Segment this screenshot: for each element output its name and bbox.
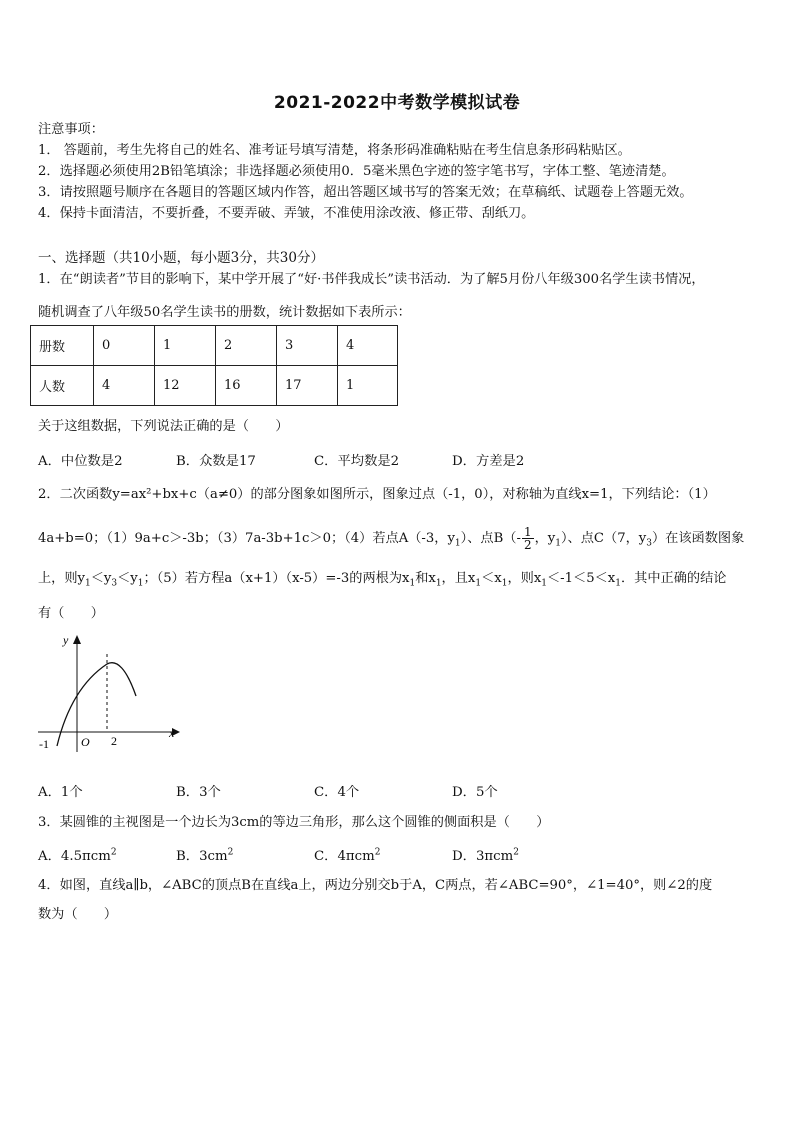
q2-text: ，则x [507,571,542,586]
two-label: 2 [111,734,117,748]
subscript: 1 [137,578,144,589]
superscript: 2 [110,847,117,858]
subscript: 1 [615,578,621,589]
q4-line2: 数为（ ） [38,907,118,922]
table-cell: 3 [277,326,338,366]
q1-option-d[interactable]: D．方差是2 [452,454,525,469]
option-text: D．3πcm [452,849,514,864]
superscript: 2 [374,847,381,858]
q2-line4: 有（ ） [38,606,104,621]
table-cell: 人数 [31,366,94,406]
q1-option-a[interactable]: A．中位数是2 [38,454,123,469]
subscript: 1 [475,578,482,589]
subscript: 1 [501,578,508,589]
superscript: 2 [227,847,234,858]
q2-option-b[interactable]: B．3个 [176,785,221,800]
subscript: 1 [85,578,91,589]
q2-line2 [38,526,744,555]
parabola-graph [34,628,184,758]
notice-item-2: 2．选择题必须使用2B铅笔填涂；非选择题必须使用0．5毫米黑色字迹的签字笔书写，字体工整、笔迹清楚。 [38,164,675,179]
q2-line1: 2．二次函数y=ax²+bx+c（a≠0）的部分图象如图所示，图象过点（-1，0），对称轴为直线x=1，下列结论：（1） [38,487,716,502]
neg-one-label: -1 [39,737,49,751]
option-text: C．4πcm [314,849,375,864]
y-axis-arrow [73,635,81,644]
subscript: 1 [541,578,547,589]
table-cell: 12 [155,366,216,406]
fraction [522,526,534,551]
q2-text: 上，则y [38,571,86,586]
q1-option-b[interactable]: B．众数是17 [176,454,256,469]
notice-heading: 注意事项： [38,122,104,137]
notice-item-3: 3．请按照题号顺序在各题目的答题区域内作答，超出答题区域书写的答案无效；在草稿纸、试题卷上答题无效。 [38,185,693,200]
table-cell: 4 [94,366,155,406]
table-cell: 册数 [31,326,94,366]
table-row [31,366,398,406]
q2-text: ．其中正确的结论 [620,571,727,586]
q2-text: ＜x [481,571,502,586]
option-text: A．4.5πcm [38,849,111,864]
q2-text: 4a+b=0；（1）9a+c＞-3b；（3）7a-3b+1c＞0；（4）若点A（-3，y [38,531,455,546]
q1-option-c[interactable]: C．平均数是2 [314,454,400,469]
notice-item-4: 4．保持卡面清洁，不要折叠，不要弄破、弄皱，不准使用涂改液、修正带、刮纸刀。 [38,206,535,221]
page-title: 2021-2022中考数学模拟试卷 [273,93,521,113]
y-axis-label: y [63,633,69,647]
q2-text: ；（5）若方程a（x+1）（x-5）=-3的两根为x [143,571,410,586]
q1-data-table [30,325,398,406]
q4-line1: 4．如图，直线a∥b，∠ABC的顶点B在直线a上，两边分别交b于A，C两点，若∠ABC=90°，∠1=40°，则∠2的度 [38,878,713,893]
q2-option-d[interactable]: D．5个 [452,785,498,800]
x-axis-label: x [169,726,175,740]
q2-text: ）、点C（7，y [560,531,647,546]
q2-line3 [38,570,726,593]
q1-question: 关于这组数据，下列说法正确的是（ ） [38,419,289,434]
q2-option-a[interactable]: A．1个 [38,785,83,800]
q1-line2: 随机调查了八年级50名学生读书的册数，统计数据如下表所示： [38,305,411,320]
table-cell: 2 [216,326,277,366]
parabola-curve [57,663,136,746]
subscript: 1 [555,538,561,549]
subscript: 1 [409,578,416,589]
q2-text: ）在该函数图象 [651,531,745,546]
subscript: 1 [454,538,461,549]
q3-option-d[interactable] [452,845,519,864]
q3-question: 3．某圆锥的主视图是一个边长为3cm的等边三角形，那么这个圆锥的侧面积是（ ） [38,815,550,830]
q1-line1: 1．在“朗读者”节目的影响下，某中学开展了“好·书伴我成长”读书活动．为了解5月份八年级300名学生读书情况， [38,272,705,287]
table-cell: 4 [338,326,398,366]
table-cell: 1 [155,326,216,366]
subscript: 3 [111,578,118,589]
q2-option-c[interactable]: C．4个 [314,785,360,800]
origin-label: O [81,735,90,749]
q3-option-a[interactable] [38,845,117,864]
superscript: 2 [513,847,519,858]
q3-option-c[interactable] [314,845,380,864]
q2-text: ＜y [117,571,138,586]
q2-text: ＜y [90,571,112,586]
fraction-numerator: 1 [523,525,532,539]
q2-text: ，y [534,531,556,546]
table-cell: 0 [94,326,155,366]
q2-text: 和x [415,571,436,586]
q3-option-b[interactable] [176,845,233,864]
option-text: B．3cm [176,849,228,864]
subscript: 3 [646,538,652,549]
q2-text: ）、点B（- [460,531,521,546]
q2-text: ，且x [441,571,476,586]
table-cell: 17 [277,366,338,406]
notice-item-1: 1． 答题前，考生先将自己的姓名、准考证号填写清楚，将条形码准确粘贴在考生信息条形码粘贴区。 [38,143,631,158]
section-heading: 一、选择题（共10小题，每小题3分，共30分） [38,250,324,266]
fraction-denominator: 2 [523,538,532,552]
subscript: 1 [435,578,442,589]
q2-text: ＜-1＜5＜x [547,571,616,586]
table-cell: 16 [216,366,277,406]
table-cell: 1 [338,366,398,406]
table-row [31,326,398,366]
